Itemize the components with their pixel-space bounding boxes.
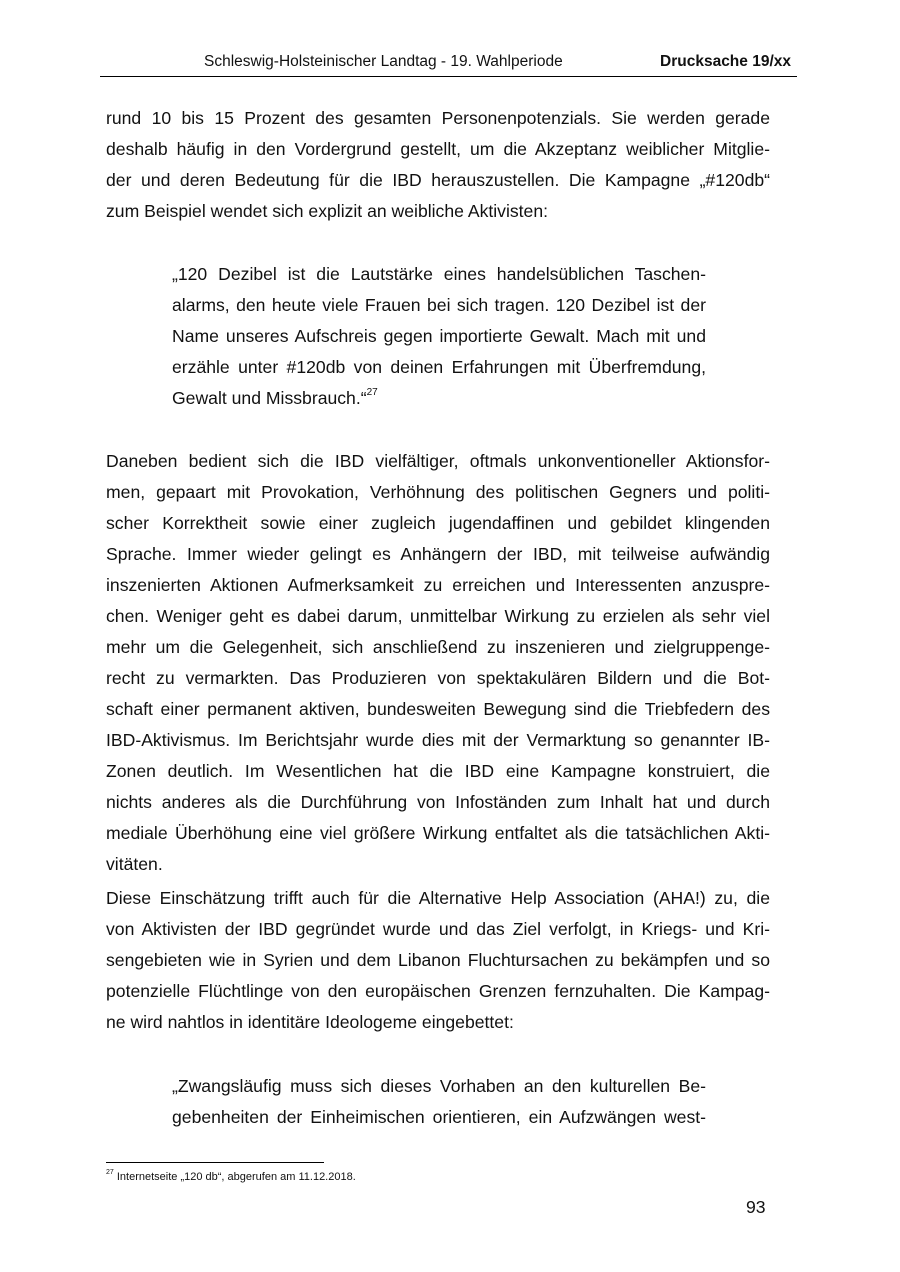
quote-line: Name unseres Aufschreis gegen importierte Gewalt. Mach mit und (172, 326, 706, 346)
text-line: chen. Weniger geht es dabei darum, unmittelbar Wirkung zu erzielen als sehr viel (106, 606, 770, 626)
text-line: IBD-Aktivismus. Im Berichtsjahr wurde dies mit der Vermarktung so genannter IB- (106, 730, 770, 750)
footnote (106, 1171, 356, 1183)
quote-line: „120 Dezibel ist die Lautstärke eines handelsüblichen Taschen- (172, 264, 706, 284)
quote-line-text: Gewalt und Missbrauch.“ (172, 388, 367, 408)
page-number: 93 (746, 1197, 766, 1217)
text-line: recht zu vermarkten. Das Produzieren von spektakulären Bildern und die Bot- (106, 668, 770, 688)
text-line: deshalb häufig in den Vordergrund gestellt, um die Akzeptanz weiblicher Mitglie- (106, 139, 770, 159)
text-line: Diese Einschätzung trifft auch für die Alternative Help Association (AHA!) zu, die (106, 888, 770, 908)
quote-line: „Zwangsläufig muss sich dieses Vorhaben an den kulturellen Be- (172, 1076, 706, 1096)
text-line: mehr um die Gelegenheit, sich anschließend zu inszenieren und zielgruppenge- (106, 637, 770, 657)
text-line: nichts anderes als die Durchführung von Infoständen zum Inhalt hat und durch (106, 792, 770, 812)
footnote-number: 27 (106, 1169, 114, 1177)
text-line: potenzielle Flüchtlinge von den europäischen Grenzen fernzuhalten. Die Kampag- (106, 981, 770, 1001)
text-line: rund 10 bis 15 Prozent des gesamten Personenpotenzials. Sie werden gerade (106, 108, 770, 128)
text-line: sengebieten wie in Syrien und dem Libanon Fluchtursachen zu bekämpfen und so (106, 950, 770, 970)
quote-line-last (172, 383, 706, 414)
header-doc-number: Drucksache 19/xx (660, 53, 791, 70)
quote-line: erzähle unter #120db von deinen Erfahrungen mit Überfremdung, (172, 357, 706, 377)
quote-line: gebenheiten der Einheimischen orientieren, ein Aufzwängen west- (172, 1107, 706, 1127)
text-line: scher Korrektheit sowie einer zugleich jugendaffinen und gebildet klingenden (106, 513, 770, 533)
page-header (100, 52, 797, 77)
text-line: schaft einer permanent aktiven, bundesweiten Bewegung sind die Triebfedern des (106, 699, 770, 719)
text-line: mediale Überhöhung eine viel größere Wirkung entfaltet als die tatsächlichen Akti- (106, 823, 770, 843)
text-line: Daneben bedient sich die IBD vielfältiger, oftmals unkonventioneller Aktionsfor- (106, 451, 770, 471)
footnote-text: Internetseite „120 db“, abgerufen am 11.12.2018. (116, 1171, 356, 1183)
footnote-separator (106, 1162, 324, 1163)
header-title: Schleswig-Holsteinischer Landtag - 19. Wahlperiode (204, 53, 563, 70)
text-line: inszenierten Aktionen Aufmerksamkeit zu erreichen und Interessenten anzuspre- (106, 575, 770, 595)
text-line: zum Beispiel wendet sich explizit an weibliche Aktivisten: (106, 201, 549, 221)
quote-line: alarms, den heute viele Frauen bei sich tragen. 120 Dezibel ist der (172, 295, 706, 315)
text-line: von Aktivisten der IBD gegründet wurde und das Ziel verfolgt, in Kriegs- und Kri- (106, 919, 770, 939)
text-line: der und deren Bedeutung für die IBD herauszustellen. Die Kampagne „#120db“ (106, 170, 770, 190)
text-line: Sprache. Immer wieder gelingt es Anhängern der IBD, mit teilweise aufwändig (106, 544, 770, 564)
text-line: Zonen deutlich. Im Wesentlichen hat die IBD eine Kampagne konstruiert, die (106, 761, 770, 781)
text-line: men, gepaart mit Provokation, Verhöhnung des politischen Gegners und politi- (106, 482, 770, 502)
text-line: vitäten. (106, 854, 163, 874)
text-line: ne wird nahtlos in identitäre Ideologeme eingebettet: (106, 1012, 514, 1032)
footnote-ref[interactable]: 27 (366, 387, 378, 399)
